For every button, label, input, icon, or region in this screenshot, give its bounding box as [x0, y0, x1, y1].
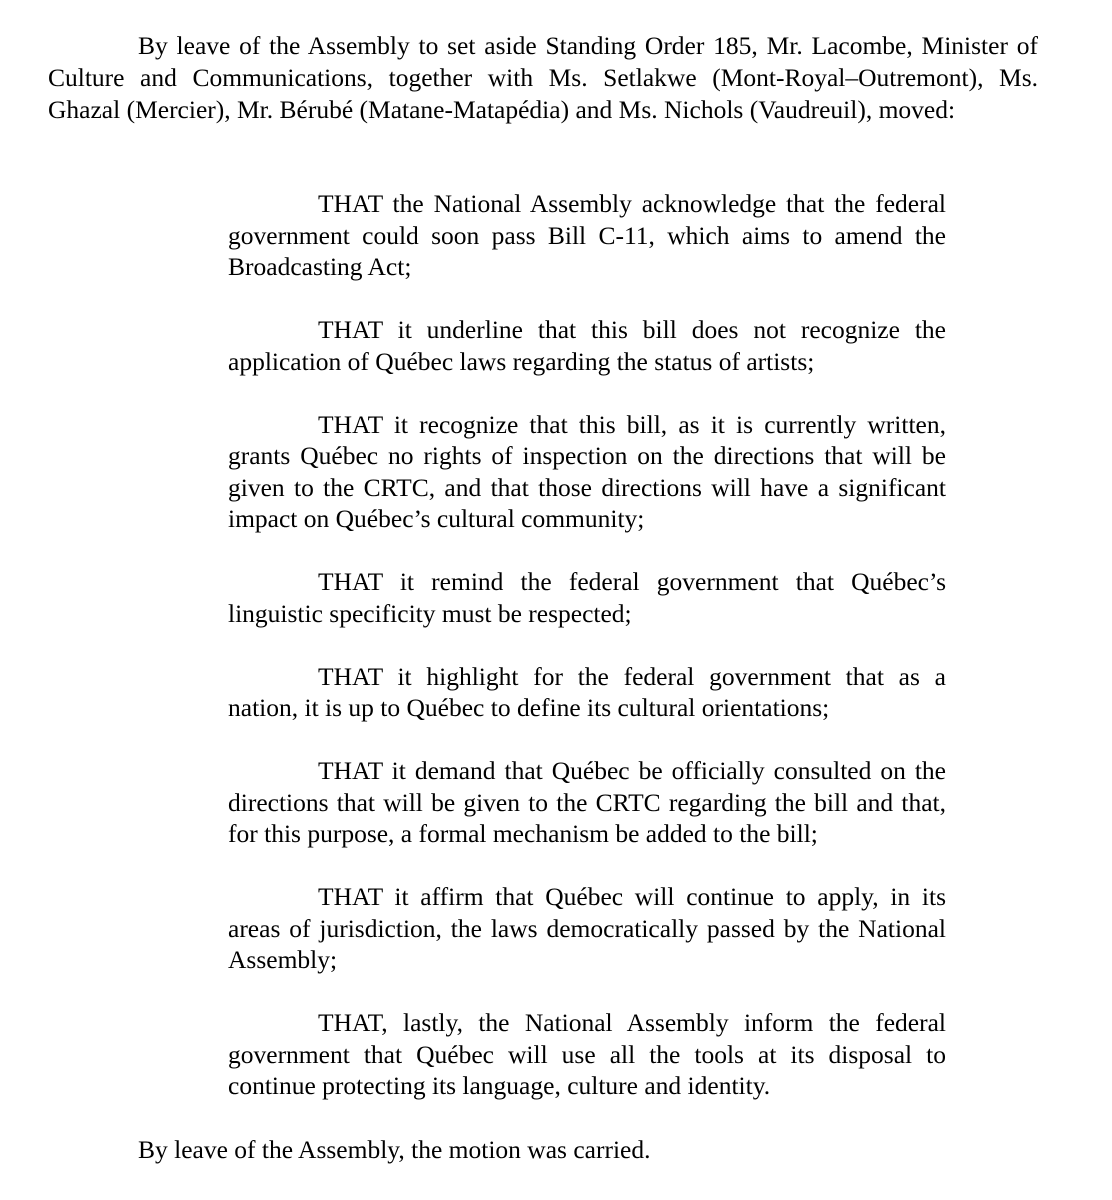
motion-clause-5: THAT it highlight for the federal government that as a nation, it is up to Québec to define its cultural orientations;	[228, 661, 946, 722]
motion-clause-8: THAT, lastly, the National Assembly inform the federal government that Québec will use all the tools at its disposal to continue protecting its language, culture and identity.	[228, 1008, 946, 1100]
motion-clause-2: THAT it underline that this bill does not recognize the application of Québec laws regarding the status of artists;	[228, 315, 946, 376]
motion-clauses	[228, 188, 946, 1133]
motion-intro-paragraph: By leave of the Assembly to set aside Standing Order 185, Mr. Lacombe, Minister of Culture and Communications, together with Ms. Setlakwe (Mont-Royal–Outremont), Ms. Ghazal (Mercier), Mr. Bérubé (Matane-Matapédia) and Ms. Nichols (Vaudreuil), moved:	[48, 31, 1038, 124]
motion-clause-6: THAT it demand that Québec be officially consulted on the directions that will be given to the CRTC regarding the bill and that, for this purpose, a formal mechanism be added to the bill;	[228, 756, 946, 848]
motion-clause-7: THAT it affirm that Québec will continue to apply, in its areas of jurisdiction, the laws democratically passed by the National Assembly;	[228, 882, 946, 974]
motion-clause-1: THAT the National Assembly acknowledge that the federal government could soon pass Bill C-11, which aims to amend the Broadcasting Act;	[228, 189, 946, 281]
motion-outcome: By leave of the Assembly, the motion was carried.	[138, 1135, 651, 1164]
motion-clause-4: THAT it remind the federal government that Québec’s linguistic specificity must be respected;	[228, 567, 946, 628]
motion-clause-3: THAT it recognize that this bill, as it is currently written, grants Québec no rights of inspection on the directions that will be given to the CRTC, and that those directions will have a significant impact on Québec’s cultural community;	[228, 409, 946, 533]
